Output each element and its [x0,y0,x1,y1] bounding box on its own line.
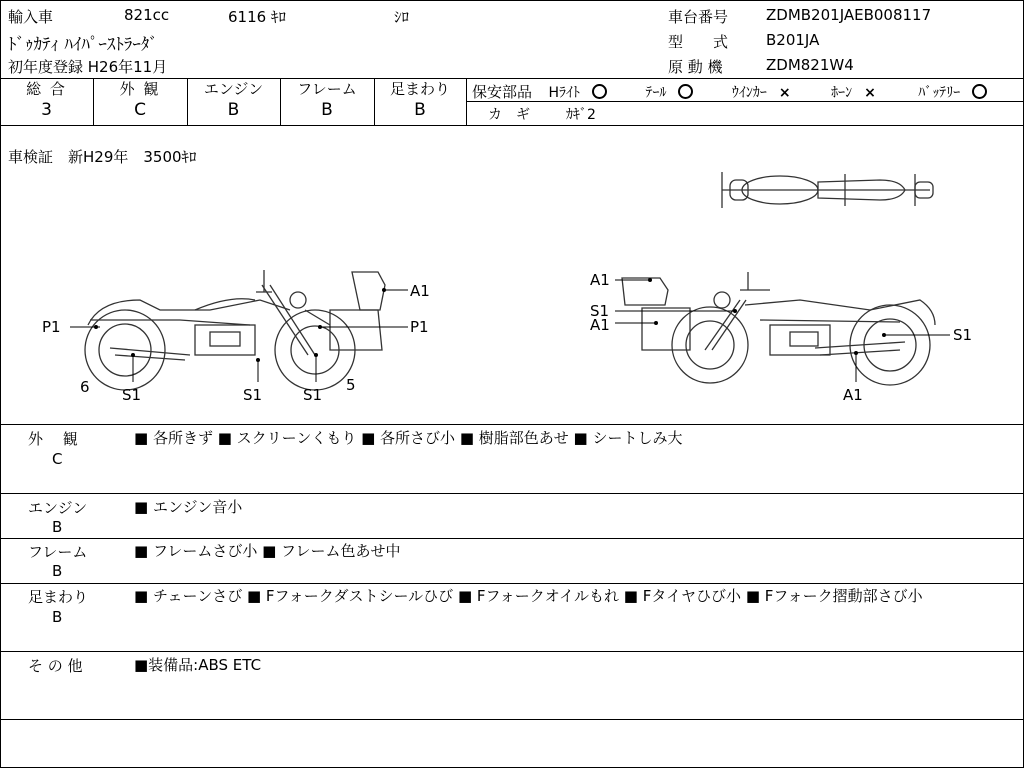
key-value: ｶｷﾞ2 [566,107,596,123]
damage-code-label: S1 [243,386,263,404]
ng-cross-icon: × [778,85,791,101]
grade-engine [187,79,280,125]
damage-code-label: 5 [346,376,356,394]
model-name: ﾄﾞｩｶﾃｨ ﾊｲﾊﾟｰｽﾄﾗｰﾀﾞ [8,35,158,55]
motorcycle-left-view [85,270,385,390]
section-title-frame: フレーム [28,543,88,561]
damage-code-label: P1 [42,318,61,336]
damage-code-label: S1 [953,326,973,344]
grade-exterior [93,79,187,125]
horn-label: ﾎｰﾝ [831,85,853,101]
battery-status [918,85,995,101]
grade-label: エンジン [203,80,264,98]
headlight-label: Hﾗｲﾄ [548,85,580,101]
section-title-suspension: 足まわり [28,588,89,606]
section-divider [0,424,1024,425]
mileage: 6116 ｷﾛ [228,8,286,26]
grade-value: B [227,100,240,120]
safety-label: 保安部品 [472,83,533,101]
ng-cross-icon: × [864,85,876,101]
section-grade-exterior: C [52,450,63,468]
damage-leader-lines [70,280,950,382]
grade-suspension [374,79,466,125]
section-text-exterior: ■ 各所きず ■ スクリーンくもり ■ 各所さび小 ■ 樹脂部色あせ ■ シートしみ大 [134,429,683,447]
safety-parts [472,81,1003,102]
ok-circle-icon [678,84,693,99]
section-divider [0,538,1024,539]
grade-table-bottom [0,125,1024,126]
damage-code-label: S1 [590,302,610,320]
section-grade-engine: B [52,518,63,536]
winker-status [732,85,799,101]
section-text-engine: ■ エンジン音小 [134,498,243,516]
grade-label: 足まわり [389,80,450,98]
grade-overall [0,79,93,125]
section-divider [0,651,1024,652]
tail-status [645,85,701,101]
damage-code-label: S1 [122,386,142,404]
import-label: 輸入車 [8,8,54,26]
headlight-status [548,85,615,101]
horn-status [831,85,884,101]
inspection-info: 車検証 新H29年 3500ｷﾛ [8,148,197,166]
color: ｼﾛ [394,8,410,26]
damage-labels [42,271,972,404]
grade-value: C [134,100,146,120]
engine-label: 原 動 機 [668,58,723,76]
motorcycle-right-view [622,272,935,385]
grade-value: B [414,100,426,120]
key-label: カ ギ [488,107,530,123]
grade-value: B [321,100,333,120]
section-title-exterior: 外 観 [28,430,78,448]
section-grade-suspension: B [52,608,63,626]
ok-circle-icon [972,84,987,99]
tail-label: ﾃｰﾙ [645,85,667,101]
winker-label: ｳｲﾝｶｰ [731,85,767,101]
section-text-other: ■装備品:ABS ETC [134,656,262,674]
damage-code-label: A1 [590,316,610,334]
damage-code-label: S1 [303,386,323,404]
model-label: 型 式 [668,33,729,51]
damage-code-label: A1 [843,386,863,404]
section-divider [0,719,1024,720]
section-title-other: そ の 他 [28,657,83,675]
section-text-frame: ■ フレームさび小 ■ フレーム色あせ中 [134,542,401,560]
motorcycle-diagram [0,160,1024,420]
damage-code-label: P1 [410,318,429,336]
chassis-label: 車台番号 [668,8,729,26]
damage-code-label: A1 [410,282,430,300]
grade-divider [466,78,467,125]
section-text-suspension: ■ チェーンさび ■ Fフォークダストシールひび ■ Fフォークオイルもれ ■ Fタイヤひび小 ■ Fフォーク摺動部さび小 [134,587,923,605]
model-code: B201JA [766,31,820,49]
grade-value: 3 [41,100,52,120]
first-registration: 初年度登録 H26年11月 [8,58,168,76]
grade-frame [280,79,374,125]
ok-circle-icon [592,84,607,99]
displacement: 821cc [124,6,170,24]
chassis-number: ZDMB201JAEB008117 [766,6,932,24]
damage-code-label: 6 [80,378,90,396]
section-divider [0,493,1024,494]
battery-label: ﾊﾞｯﾃﾘｰ [918,85,961,101]
section-grade-frame: B [52,562,63,580]
grade-label: 外 観 [119,80,161,98]
grade-label: フレーム [297,80,357,98]
motorcycle-top-view [722,172,933,208]
engine-code: ZDM821W4 [766,56,854,74]
damage-code-label: A1 [590,271,610,289]
grade-label: 総 合 [26,80,67,98]
section-title-engine: エンジン [28,499,88,517]
section-divider [0,583,1024,584]
